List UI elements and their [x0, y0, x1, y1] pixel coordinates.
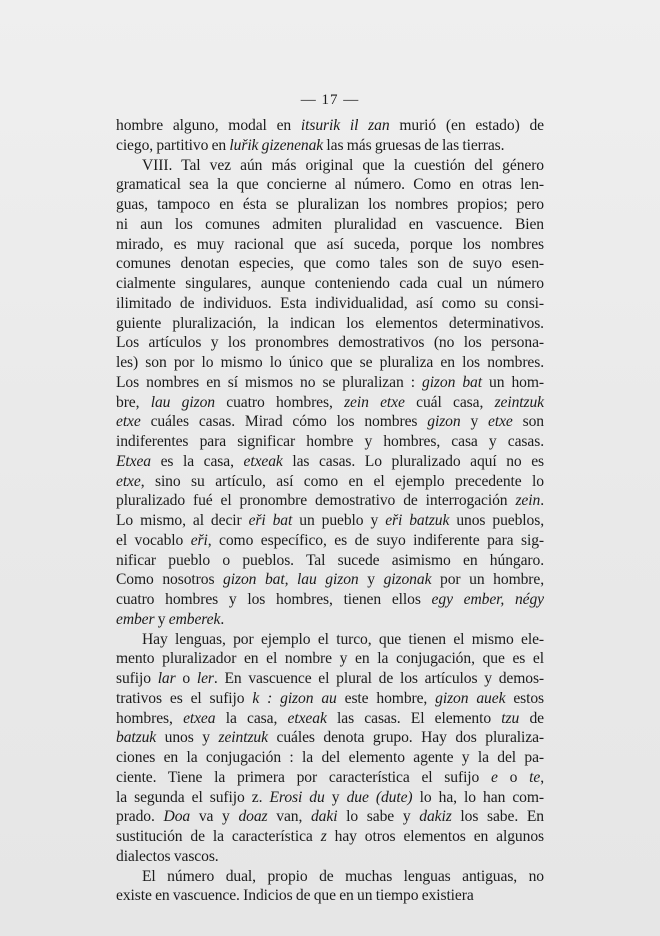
text-line: [116, 689, 544, 709]
text-segment: Como nosotros: [116, 571, 224, 589]
text-line: [116, 294, 544, 314]
italic-term: itsurik il zan: [300, 117, 390, 134]
italic-term: tzu: [501, 709, 520, 727]
text-segment: las más gruesas de las tierras.: [323, 136, 505, 154]
text-segment: prado.: [116, 808, 164, 826]
text-segment: .: [220, 610, 225, 628]
text-segment: mento pluralizador en el nombre y en la conjugación, que es el: [116, 650, 544, 668]
text-segment: gramatical sea la que concierne al número. Como en otras len-: [116, 176, 544, 194]
text-line: [116, 175, 544, 195]
text-line: [116, 254, 544, 274]
italic-term: zeintzuk: [218, 729, 268, 747]
text-line: [116, 610, 544, 630]
text-line: [116, 472, 544, 492]
text-segment: guiente pluralización, la indican los elementos determinativos.: [116, 314, 544, 332]
text-segment: sufijo: [116, 670, 158, 687]
italic-term: lar: [157, 670, 176, 687]
text-line: [116, 649, 544, 669]
text-segment: comunes denotan especies, que como tales son de suyo esen-: [116, 255, 544, 273]
text-line: [116, 531, 544, 551]
italic-term: k : gizon au: [252, 689, 337, 707]
italic-term: zein: [515, 492, 541, 510]
text-line: [116, 788, 544, 808]
text-line: [116, 274, 544, 294]
text-segment: ,: [540, 768, 544, 786]
text-line: [116, 116, 544, 136]
text-segment: cuatro hombres,: [214, 393, 345, 411]
text-line: [116, 491, 544, 511]
text-line: [116, 748, 544, 768]
text-line: [116, 827, 544, 847]
italic-term: eři batzuk: [385, 512, 450, 529]
text-segment: nificar pueblo o pueblos. Tal sucede asimismo en húngaro.: [116, 551, 544, 569]
text-segment: los sabe. En: [451, 808, 544, 826]
italic-term: emberek: [168, 610, 221, 628]
text-segment: cuáles casas. Mirad cómo los nombres: [140, 413, 428, 431]
text-line: [116, 551, 544, 571]
text-line: [116, 353, 544, 373]
text-line: [116, 235, 544, 255]
text-segment: unos pueblos,: [449, 512, 544, 529]
text-line: [116, 768, 544, 788]
italic-term: etxe: [116, 472, 141, 490]
italic-term: etxea: [183, 709, 216, 727]
text-segment: Los nombres en sí mismos no se pluralizan :: [116, 373, 422, 391]
text-segment: por un hombre,: [431, 571, 545, 589]
text-segment: lo ha, lo han com-: [412, 788, 544, 806]
text-line: [116, 393, 544, 413]
text-segment: .: [540, 492, 544, 510]
text-segment: cuatro hombres y los hombres, tienen ellos: [116, 591, 432, 608]
text-segment: ni aun los comunes admiten pluralidad en vascuence. Bien: [116, 215, 544, 233]
text-segment: El número dual, propio de muchas lenguas antiguas, no: [142, 867, 544, 885]
italic-term: etxeak: [287, 709, 327, 727]
text-line: [116, 452, 544, 472]
text-segment: van,: [267, 808, 311, 826]
italic-term: e: [491, 768, 498, 786]
text-segment: sustitución de la característica: [116, 828, 321, 845]
text-segment: Los artículos y los pronombres demostrativos (no los persona-: [116, 334, 544, 352]
text-segment: hombres,: [116, 709, 184, 727]
text-line: [116, 728, 544, 748]
text-line: [116, 807, 544, 827]
text-segment: y: [358, 571, 384, 589]
text-segment: y: [460, 413, 489, 431]
italic-term: z: [320, 828, 327, 845]
text-segment: cuál casa,: [404, 393, 495, 411]
text-line: [116, 373, 544, 393]
text-segment: ilimitado de individuos. Esta individualidad, así como su consi-: [116, 294, 544, 312]
italic-term: gizon: [427, 413, 461, 431]
text-segment: les) son por lo mismo lo único que se pluraliza en los nombres.: [116, 354, 544, 371]
italic-term: zein etxe: [344, 393, 405, 411]
italic-term: due (dute): [346, 788, 413, 806]
text-segment: estos: [505, 689, 545, 707]
text-line: [116, 215, 544, 235]
italic-term: Doa: [163, 808, 191, 826]
italic-term: etxe: [116, 413, 141, 431]
text-segment: el vocablo: [116, 531, 191, 549]
text-segment: lo sabe y: [337, 808, 420, 826]
text-segment: Lo mismo, al decir: [116, 512, 249, 529]
italic-term: te: [529, 768, 541, 786]
text-line: [116, 867, 544, 887]
text-line: [116, 630, 544, 650]
italic-term: etxeak: [243, 452, 283, 470]
text-segment: un pueblo y: [292, 512, 386, 529]
italic-term: luřik gizenenak: [229, 136, 324, 154]
text-segment: indiferentes para significar hombre y hombres, casa y casas.: [116, 433, 544, 450]
text-line: [116, 669, 544, 689]
text-segment: , como específico, es de suyo indiferente para sig-: [207, 531, 544, 549]
text-segment: murió (en estado) de: [389, 117, 544, 134]
text-line: [116, 709, 544, 729]
text-segment: bre,: [116, 393, 151, 411]
text-segment: guas, tampoco en ésta se pluralizan los nombres propios; pero: [116, 196, 544, 213]
italic-term: etxe: [488, 413, 513, 431]
text-segment: hay otros elementos en algunos: [326, 828, 544, 845]
text-segment: de: [519, 709, 544, 727]
text-segment: cuáles denota grupo. Hay dos pluraliza-: [267, 729, 544, 747]
italic-term: gizon bat, lau gizon: [223, 571, 359, 589]
text-line: [116, 847, 544, 867]
italic-term: Etxea: [116, 452, 151, 470]
italic-term: lau gizon: [150, 393, 215, 411]
text-segment: cialmente singulares, aunque conteniendo cada cual un número: [116, 275, 544, 292]
text-segment: la segunda el sufijo z.: [116, 788, 270, 806]
text-segment: las casas. El elemento: [326, 709, 502, 727]
italic-term: eři bat: [248, 512, 293, 529]
text-segment: pluralizado fué el pronombre demostrativo de interrogación: [116, 492, 516, 510]
italic-term: batzuk: [116, 729, 157, 747]
text-segment: ciones en la conjugación : la del elemento agente y la del pa-: [116, 749, 544, 766]
text-segment: las casas. Lo pluralizado aquí no es: [282, 452, 544, 470]
text-segment: este hombre,: [336, 689, 436, 707]
text-line: [116, 412, 544, 432]
italic-term: egy ember, négy: [431, 591, 544, 608]
italic-term: zeintzuk: [494, 393, 545, 411]
text-line: [116, 511, 544, 531]
text-segment: son: [512, 413, 545, 431]
text-segment: unos y: [156, 729, 219, 747]
text-segment: hombre alguno, modal en: [116, 117, 301, 134]
text-segment: o: [175, 670, 197, 687]
text-line: [116, 314, 544, 334]
text-line: [116, 333, 544, 353]
text-segment: y: [154, 610, 169, 628]
italic-term: eři: [190, 531, 208, 549]
text-segment: dialectos vascos.: [116, 847, 219, 865]
text-segment: va y: [190, 808, 239, 826]
text-line: [116, 156, 544, 176]
italic-term: Erosi du: [269, 788, 325, 806]
text-segment: ciente. Tiene la primera por característica el sufijo: [116, 768, 492, 786]
text-segment: ciego, partitivo en: [116, 136, 230, 154]
text-segment: Hay lenguas, por ejemplo el turco, que tienen el mismo ele-: [142, 630, 544, 648]
text-segment: un hom-: [481, 373, 545, 391]
italic-term: doaz: [238, 808, 268, 826]
text-line: [116, 136, 544, 156]
text-segment: mirado, es muy racional que así suceda, porque los nombres: [116, 235, 544, 253]
text-segment: o: [497, 768, 530, 786]
text-segment: trativos es el sufijo: [116, 689, 253, 707]
italic-term: daki: [310, 808, 338, 826]
text-segment: , sino su artículo, así como en el ejemplo precedente lo: [140, 472, 544, 490]
page-number: — 17 —: [300, 92, 360, 108]
text-line: [116, 432, 544, 452]
body-text: [116, 116, 544, 906]
italic-term: dakiz: [419, 808, 452, 826]
italic-term: gizonak: [383, 571, 432, 589]
italic-term: gizon bat: [422, 373, 482, 391]
italic-term: ember: [116, 610, 155, 628]
text-segment: es la casa,: [151, 452, 244, 470]
text-line: [116, 195, 544, 215]
text-segment: VIII. Tal vez aún más original que la cuestión del género: [142, 156, 544, 174]
text-segment: . En vascuence el plural de los artículos y demos-: [213, 670, 545, 687]
text-segment: la casa,: [215, 709, 288, 727]
text-line: [116, 570, 544, 590]
text-line: [116, 886, 544, 906]
italic-term: ler: [196, 670, 214, 687]
text-line: [116, 590, 544, 610]
text-segment: existe en vascuence. Indicios de que en un tiempo existiera: [116, 887, 474, 905]
italic-term: gizon auek: [435, 689, 506, 707]
text-segment: y: [324, 788, 347, 806]
